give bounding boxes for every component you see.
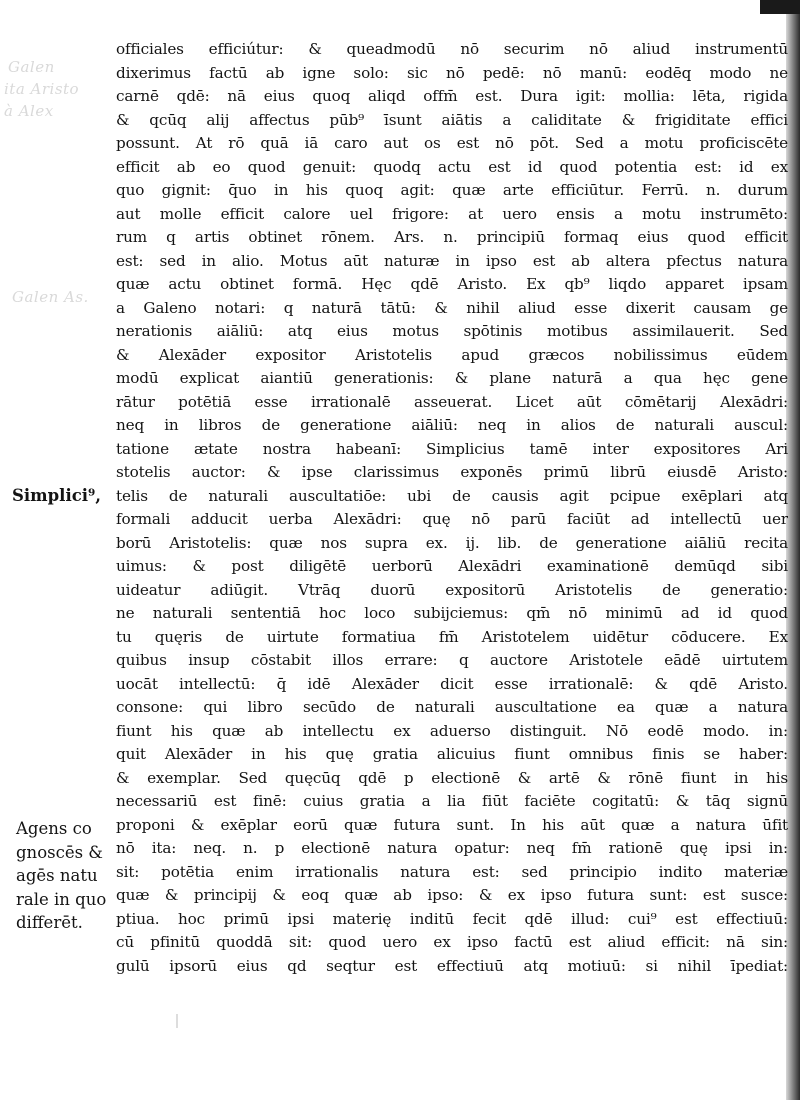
text-line: proponi & exēplar eorū quæ futura sunt. In his aūt quæ a natura ūfit bbox=[116, 815, 788, 834]
text-line: dixerimus factū ab igne solo: sic nō pedē: nō manū: eodēq modo ne bbox=[116, 63, 788, 82]
marginal-note-line: rale in quo bbox=[16, 889, 107, 909]
text-line: est: sed in alio. Motus aūt naturæ in ipso est ab altera pfectus natura bbox=[116, 251, 788, 270]
marginal-note-line: differēt. bbox=[16, 913, 83, 932]
marginal-note-line: Agens co bbox=[16, 819, 92, 838]
text-line: gulū ipsorū eius qd seqtur est effectiuū atq motiuū: si nihil īpediat: bbox=[116, 956, 788, 975]
text-line: quæ actu obtinet formā. Hęc qdē Aristo. Ex qb⁹ liqdo apparet ipsam bbox=[116, 275, 788, 293]
text-line: rātur potētiā esse irrationalē asseuerat. Licet aūt cōmētarij Alexādri: bbox=[116, 392, 788, 411]
marginal-note-simplicius bbox=[12, 484, 101, 508]
text-line: neq in libros de generatione aiāliū: neq in alios de naturali auscul: bbox=[116, 416, 788, 434]
text-line: uocāt intellectū: q̄ idē Alexāder dicit esse irrationalē: & qdē Aristo. bbox=[116, 674, 788, 693]
text-line: tatione ætate nostra habeanī: Simplicius tamē inter expositores Ari bbox=[116, 439, 788, 458]
text-line: & exemplar. Sed quęcūq qdē p electionē & artē & rōnē fiunt in his bbox=[116, 768, 788, 787]
page-edge-shadow bbox=[786, 0, 800, 1100]
body-text-column bbox=[116, 38, 788, 978]
text-line: aut molle efficit calore uel frigore: at uero ensis a motu instrumēto: bbox=[116, 204, 788, 223]
text-line: possunt. At rō quā iā caro aut os est nō pōt. Sed a motu proficiscēte bbox=[116, 134, 788, 152]
text-line: sit: potētia enim irrationalis natura est: sed principio indito materiæ bbox=[116, 862, 788, 881]
text-line: officiales efficiútur: & queadmodū nō securim nō aliud instrumentū bbox=[116, 40, 788, 58]
text-line: & Alexāder expositor Aristotelis apud græcos nobilissimus eūdem bbox=[116, 345, 788, 364]
page-corner-shadow bbox=[760, 0, 800, 14]
text-line: quibus insup cōstabit illos errare: q auctore Aristotele eādē uirtutem bbox=[116, 651, 788, 669]
text-line: telis de naturali auscultatiōe: ubi de causis agit pcipue exēplari atq bbox=[116, 486, 788, 505]
bleed-through-text: à Alex bbox=[4, 102, 54, 120]
marginal-note-line: agēs natu bbox=[16, 866, 98, 885]
marginal-note-line: gnoscēs & bbox=[16, 842, 103, 862]
text-line: borū Aristotelis: quæ nos supra ex. ij. lib. de generatione aiāliū recita bbox=[116, 533, 788, 552]
text-line: efficit ab eo quod genuit: quodq actu est id quod potentia est: id ex bbox=[116, 157, 788, 176]
text-line: a Galeno notari: q naturā tātū: & nihil aliud esse dixerit causam ge bbox=[116, 298, 788, 317]
text-line: consone: qui libro secūdo de naturali auscultatione ea quæ a natura bbox=[116, 698, 788, 716]
bleed-through-text: Galen bbox=[8, 58, 55, 76]
bleed-through-text: Galen As. bbox=[12, 288, 89, 306]
marginal-note-agens bbox=[16, 817, 106, 935]
text-line: rum q artis obtinet rōnem. Ars. n. principiū formaq eius quod efficit bbox=[116, 228, 788, 246]
text-line: stotelis auctor: & ipse clarissimus exponēs primū librū eiusdē Aristo: bbox=[116, 463, 788, 481]
text-line: ptiua. hoc primū ipsi materię inditū fecit qdē illud: cui⁹ est effectiuū: bbox=[116, 909, 788, 928]
text-line: & qcūq alij affectus pūb⁹ īsunt aiātis a caliditate & frigiditate effici bbox=[116, 110, 788, 129]
text-line: formali adducit uerba Alexādri: quę nō parū faciūt ad intellectū uer bbox=[116, 510, 788, 528]
text-line: modū explicat aiantiū generationis: & plane naturā a qua hęc gene bbox=[116, 369, 788, 387]
bleed-through-text: ita Aristo bbox=[4, 80, 80, 98]
text-line: fiunt his quæ ab intellectu ex aduerso distinguit. Nō eodē modo. in: bbox=[116, 721, 788, 740]
text-line: uimus: & post diligētē uerborū Alexādri examinationē demūqd sibi bbox=[116, 557, 788, 575]
text-line: quæ & principij & eoq quæ ab ipso: & ex ipso futura sunt: est susce: bbox=[116, 886, 788, 904]
text-line: necessariū est finē: cuius gratia a lia fiūt faciēte cogitatū: & tāq signū bbox=[116, 792, 788, 810]
marginal-note-line: Simplici⁹, bbox=[12, 486, 102, 505]
text-line: ne naturali sententiā hoc loco subijciemus: qm̄ nō minimū ad id quod bbox=[116, 604, 788, 622]
text-line: carnē qdē: nā eius quoq aliqd offm̄ est. Dura igit: mollia: lēta, rigida bbox=[116, 87, 788, 105]
text-line: tu quęris de uirtute formatiua fm̄ Aristotelem uidētur cōducere. Ex bbox=[116, 627, 788, 646]
text-line: nerationis aiāliū: atq eius motus spōtinis motibus assimilauerit. Sed bbox=[116, 322, 788, 340]
text-line: quo gignit: q̄uo in his quoq agit: quæ arte efficiūtur. Ferrū. n. durum bbox=[116, 181, 788, 199]
text-line: cū pfinitū quoddā sit: quod uero ex ipso factū est aliud efficit: nā sin: bbox=[116, 933, 788, 951]
ink-smudge bbox=[176, 1014, 186, 1028]
text-line: uideatur adiūgit. Vtrāq duorū expositorū Aristotelis de generatio: bbox=[116, 580, 788, 599]
text-line: quit Alexāder in his quę gratia alicuius fiunt omnibus finis se haber: bbox=[116, 745, 788, 763]
text-line: nō ita: neq. n. p electionē natura opatur: neq fm̄ rationē quę ipsi in: bbox=[116, 839, 788, 857]
